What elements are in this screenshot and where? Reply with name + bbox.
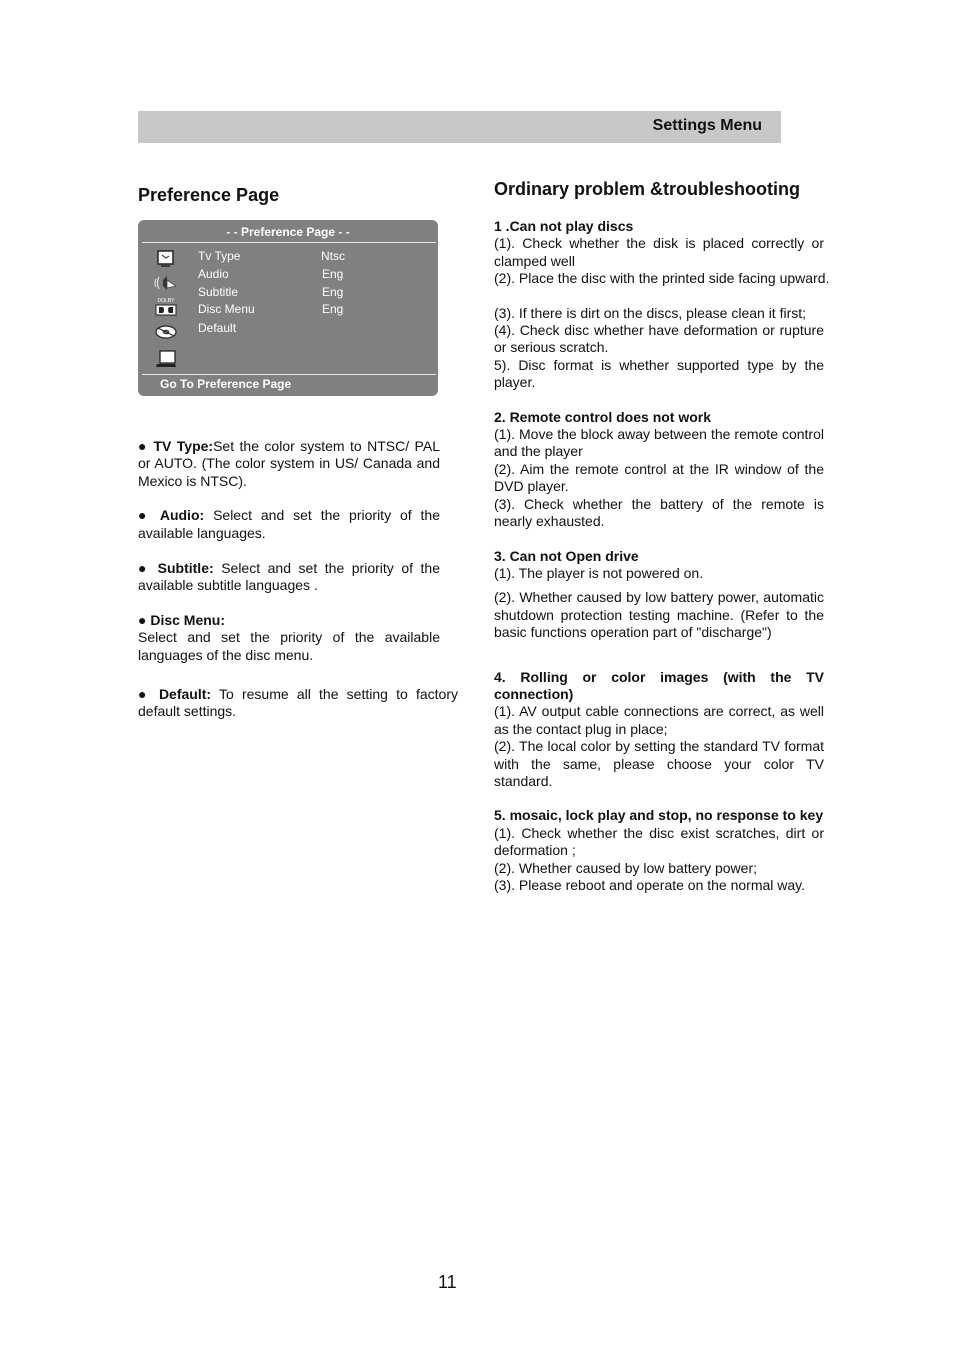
osd-footer: Go To Preference Page — [160, 377, 292, 391]
dolby-icon — [154, 296, 178, 316]
osd-value-disc-menu: Eng — [322, 302, 344, 316]
s2-line-1: (1). Move the block away between the remote control and the player — [494, 426, 824, 460]
header-title: Settings Menu — [652, 117, 762, 134]
osd-label-tv-type: Tv Type — [198, 249, 241, 263]
preference-osd-screen — [138, 220, 438, 396]
s3-heading: 3. Can not Open drive — [494, 547, 639, 564]
osd-label-default: Default — [198, 321, 237, 335]
desc-disc-menu-text: Select and set the priority of the available languages of the disc menu. — [138, 629, 440, 663]
troubleshooting-list — [494, 218, 830, 894]
osd-label-subtitle: Subtitle — [198, 285, 239, 299]
header-bar — [138, 111, 781, 143]
desc-disc-menu-label: ● Disc Menu: — [138, 611, 226, 628]
preference-descriptions — [138, 438, 458, 721]
s4-line-1: (1). AV output cable connections are correct, as well as the contact plug in place; — [494, 703, 824, 737]
s1-line-3: (3). If there is dirt on the discs, please clean it first; — [494, 304, 807, 321]
desc-audio — [138, 507, 440, 542]
desc-subtitle-label: ● Subtitle: — [138, 560, 214, 577]
s2-line-3: (3). Check whether the battery of the remote is nearly exhausted. — [494, 495, 824, 530]
osd-value-tv-type: Ntsc — [321, 249, 345, 263]
desc-subtitle-text: Select and set the priority of the available subtitle languages . — [138, 560, 441, 594]
osd-label-audio: Audio — [198, 267, 229, 281]
osd-value-subtitle: Eng — [322, 285, 344, 299]
page-number: 11 — [438, 1272, 457, 1292]
s5-line-1: (1). Check whether the disc exist scratches, dirt or deformation ; — [494, 824, 824, 859]
desc-tv-type-label: ● TV Type: — [138, 438, 214, 454]
s5-line-2: (2). Whether caused by low battery power; — [494, 859, 758, 876]
desc-default-text: To resume all the setting to factory default settings. — [138, 686, 458, 720]
desc-subtitle — [138, 560, 440, 595]
desc-audio-text: Select and set the priority of the available languages. — [138, 507, 440, 541]
preference-title: Preference Page — [138, 185, 280, 205]
osd-value-audio: Eng — [322, 267, 344, 281]
s5-heading: 5. mosaic, lock play and stop, no response to key — [494, 807, 824, 824]
s4-heading: 4. Rolling or color images (with the TV connection) — [494, 668, 824, 702]
tv-icon — [154, 250, 178, 268]
s1-line-5: 5). Disc format is whether supported type by the player. — [494, 356, 824, 391]
s1-line-1: (1). Check whether the disk is placed correctly or clamped well — [494, 235, 824, 269]
speaker-icon — [154, 273, 178, 293]
desc-audio-label: ● Audio: — [138, 507, 205, 524]
s2-line-2: (2). Aim the remote control at the IR window of the DVD player. — [494, 460, 824, 495]
s3-line-1: (1). The player is not powered on. — [494, 564, 704, 581]
desc-default — [138, 686, 458, 721]
svg-text:DOLBY: DOLBY — [157, 298, 175, 304]
s1-heading: 1 .Can not play discs — [494, 218, 634, 234]
desc-tv-type — [138, 438, 440, 490]
s1-line-2: (2). Place the disc with the printed side facing upward. — [494, 270, 830, 287]
s1-line-4: (4). Check disc whether have deformation or rupture or serious scratch. — [494, 322, 824, 356]
s4-line-2: (2). The local color by setting the standard TV format with the same, please choose your color TV standard. — [494, 738, 824, 789]
osd-label-disc-menu: Disc Menu — [198, 302, 255, 316]
osd-title: - - Preference Page - - — [226, 225, 350, 239]
troubleshooting-title: Ordinary problem &troubleshooting — [494, 179, 801, 199]
s2-heading: 2. Remote control does not work — [494, 408, 712, 425]
desc-tv-type-text: Set the color system to NTSC/ PAL or AUTO. (The color system in US/ Canada and Mexico is NTSC). — [138, 438, 440, 489]
monitor-icon — [154, 349, 178, 369]
s3-line-2: (2). Whether caused by low battery power, automatic shutdown protection testing machine. (Refer to the basic functions operation part of "discharge") — [494, 589, 824, 641]
osd-divider-top — [142, 242, 436, 243]
disc-icon — [154, 322, 178, 342]
s5-line-3: (3). Please reboot and operate on the normal way. — [494, 877, 806, 893]
desc-default-label: ● Default: — [138, 686, 212, 703]
osd-divider-bottom — [142, 374, 436, 375]
